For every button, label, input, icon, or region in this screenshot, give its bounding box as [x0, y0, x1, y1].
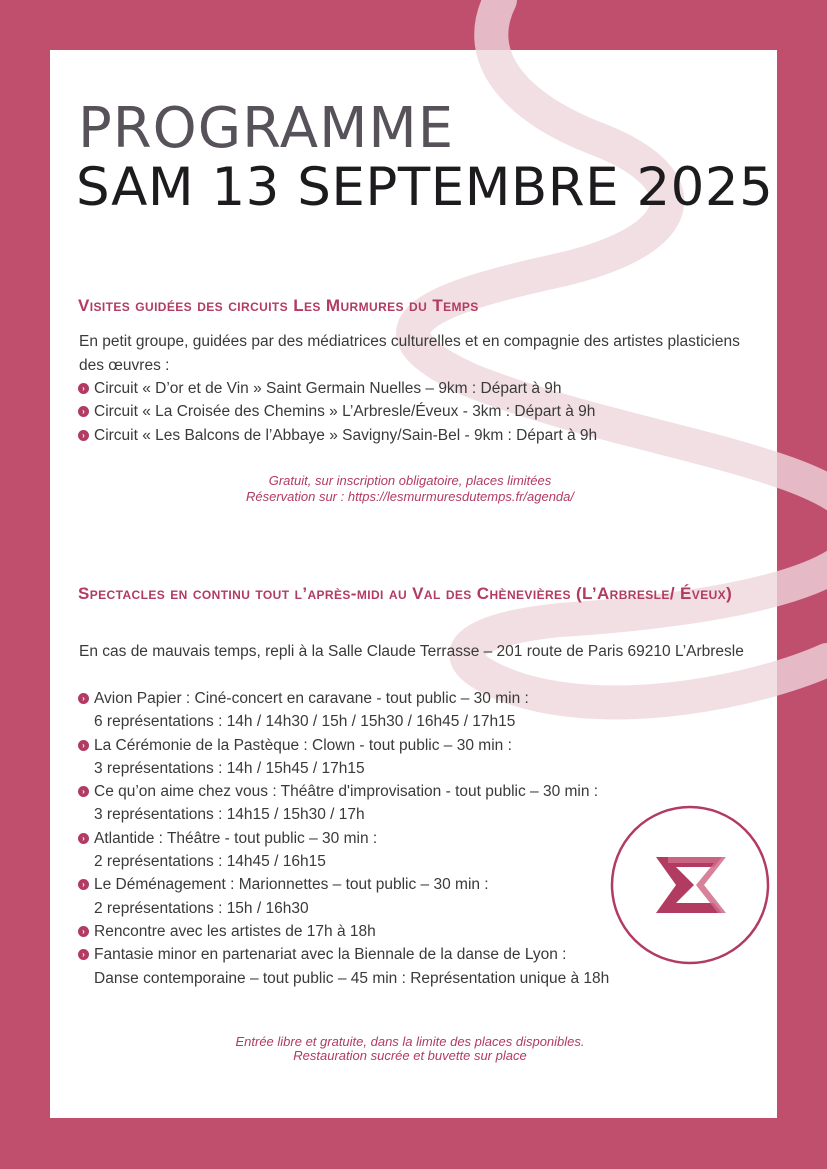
list-item: › Ce qu’on aime chez vous : Théâtre d'improvisation - tout public – 30 min : 3 représentations : 14h15 / 15h30 / 17h — [78, 780, 738, 827]
arrow-circle-icon: › — [78, 949, 89, 960]
guided-tours-list — [78, 377, 738, 447]
arrow-circle-icon: › — [78, 740, 89, 751]
arrow-circle-icon: › — [78, 430, 89, 441]
entry-note: Entrée libre et gratuite, dans la limite des places disponibles. — [235, 1034, 585, 1049]
arrow-circle-icon: › — [78, 383, 89, 394]
reservation-link[interactable]: Réservation sur : https://lesmurmuresdutemps.fr/agenda/ — [245, 489, 575, 504]
section-heading-shows: Spectacles en continu tout l’après-midi au Val des Chènevières (L’Arbresle/ Éveux) — [78, 584, 733, 603]
list-item: › Avion Papier : Ciné-concert en caravane - tout public – 30 min : 6 représentations : 14h / 14h30 / 15h / 15h30 / 16h45 / 17h15 — [78, 687, 738, 734]
arrow-circle-icon: › — [78, 693, 89, 704]
list-item: › Circuit « Les Balcons de l’Abbaye » Savigny/Sain-Bel - 9km : Départ à 9h — [78, 424, 738, 447]
catering-note: Restauration sucrée et buvette sur place — [293, 1048, 527, 1063]
registration-note: Gratuit, sur inscription obligatoire, places limitées — [268, 473, 552, 488]
list-item: › Rencontre avec les artistes de 17h à 18h — [78, 920, 738, 943]
section-intro-guided-tours: En petit groupe, guidées par des médiatrices culturelles et en compagnie des artistes plasticiens des œuvres : — [79, 333, 740, 374]
list-item: › Le Déménagement : Marionnettes – tout public – 30 min : 2 représentations : 15h / 16h30 — [78, 873, 738, 920]
list-item: › Circuit « D’or et de Vin » Saint Germain Nuelles – 9km : Départ à 9h — [78, 377, 738, 400]
section-heading-guided-tours: Visites guidées des circuits Les Murmures du Temps — [78, 296, 479, 315]
list-item: › Atlantide : Théâtre - tout public – 30 min : 2 représentations : 14h45 / 16h15 — [78, 827, 738, 874]
sigma-logo-icon — [610, 805, 770, 965]
list-item: › La Cérémonie de la Pastèque : Clown - tout public – 30 min : 3 représentations : 14h / 15h45 / 17h15 — [78, 734, 738, 781]
arrow-circle-icon: › — [78, 833, 89, 844]
list-item: › Fantasie minor en partenariat avec la Biennale de la danse de Lyon : Danse contemporaine – tout public – 45 min : Représentation unique à 18h — [78, 943, 738, 990]
arrow-circle-icon: › — [78, 879, 89, 890]
section-intro-shows: En cas de mauvais temps, repli à la Salle Claude Terrasse – 201 route de Paris 69210 L’Arbresle — [79, 643, 744, 660]
program-page — [50, 50, 777, 1118]
arrow-circle-icon: › — [78, 786, 89, 797]
page-title: PROGRAMME — [78, 96, 455, 161]
arrow-circle-icon: › — [78, 406, 89, 417]
list-item: › Circuit « La Croisée des Chemins » L’Arbresle/Éveux - 3km : Départ à 9h — [78, 400, 738, 423]
arrow-circle-icon: › — [78, 926, 89, 937]
event-date: SAM 13 SEPTEMBRE 2025 — [76, 157, 774, 218]
